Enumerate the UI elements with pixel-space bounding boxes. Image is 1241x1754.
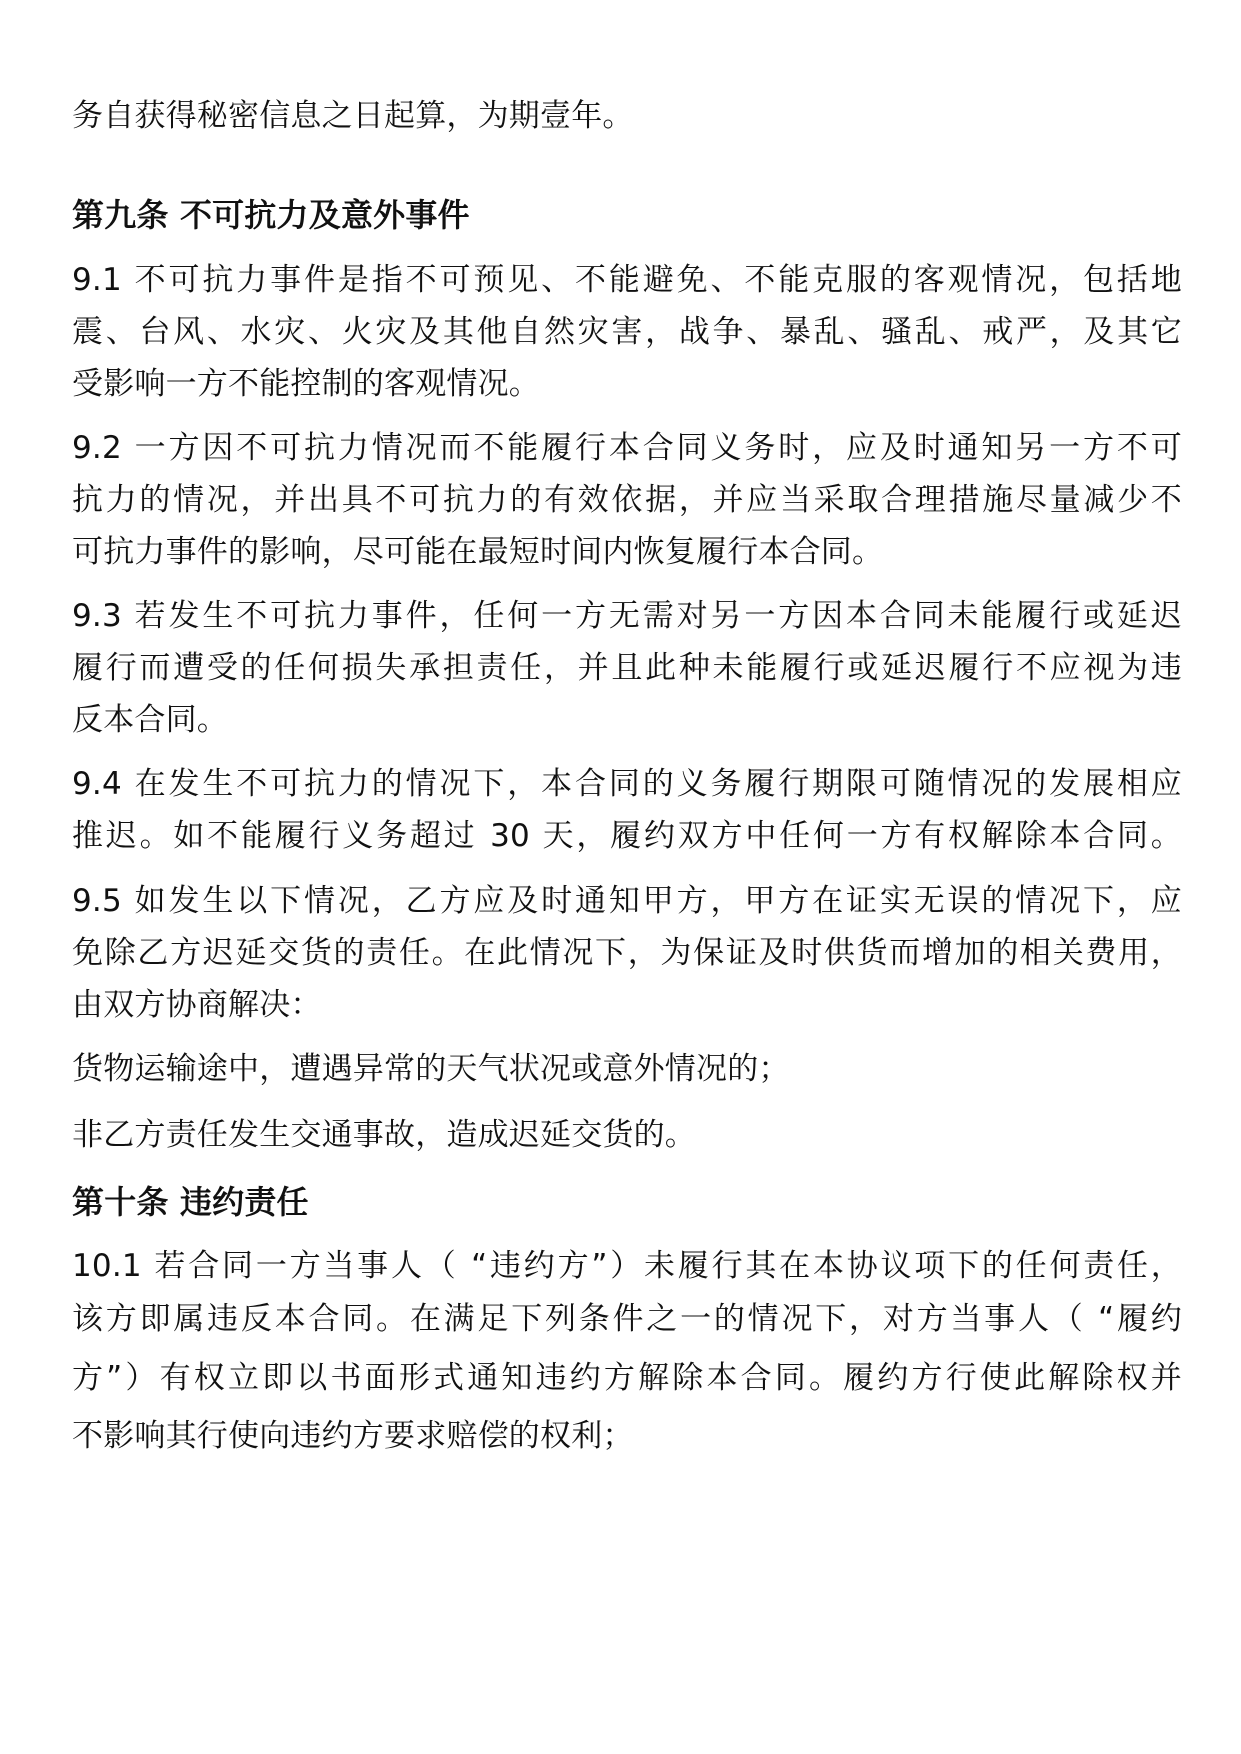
clause-9-2-line-2: 抗力的情况，并出具不可抗力的有效依据，并应当采取合理措施尽量减少不 [72, 482, 1182, 518]
clause-9-1-line-3: 受影响一方不能控制的客观情况。 [72, 366, 540, 402]
clause-9-1-line-1: 9.1 不可抗力事件是指不可预见、不能避免、不能克服的客观情况，包括地 [72, 262, 1182, 298]
clause-10-1-line-2: 该方即属违反本合同。在满足下列条件之一的情况下，对方当事人（ “履约 [72, 1301, 1182, 1337]
list-item: 货物运输途中，遭遇异常的天气状况或意外情况的； [72, 1051, 790, 1087]
list-item: 非乙方责任发生交通事故，造成迟延交货的。 [72, 1117, 696, 1153]
paragraph-line: 务自获得秘密信息之日起算，为期壹年。 [72, 98, 634, 134]
article-10-heading: 第十条 违约责任 [72, 1183, 309, 1221]
clause-10-1-line-3: 方”）有权立即以书面形式通知违约方解除本合同。履约方行使此解除权并 [72, 1360, 1182, 1396]
clause-9-3-line-1: 9.3 若发生不可抗力事件，任何一方无需对另一方因本合同未能履行或延迟 [72, 598, 1182, 634]
clause-9-2-line-3: 可抗力事件的影响，尽可能在最短时间内恢复履行本合同。 [72, 534, 884, 570]
clause-9-5-line-2: 免除乙方迟延交货的责任。在此情况下，为保证及时供货而增加的相关费用， [72, 935, 1182, 971]
clause-9-4-line-2: 推迟。如不能履行义务超过 30 天，履约双方中任何一方有权解除本合同。 [72, 818, 1182, 854]
clause-9-5-line-3: 由双方协商解决： [72, 987, 322, 1023]
clause-10-1-line-1: 10.1 若合同一方当事人（ “违约方”）未履行其在本协议项下的任何责任， [72, 1248, 1182, 1284]
clause-10-1-line-4: 不影响其行使向违约方要求赔偿的权利； [72, 1418, 634, 1454]
clause-9-2-line-1: 9.2 一方因不可抗力情况而不能履行本合同义务时，应及时通知另一方不可 [72, 430, 1182, 466]
clause-9-3-line-2: 履行而遭受的任何损失承担责任，并且此种未能履行或延迟履行不应视为违 [72, 650, 1182, 686]
clause-9-4-line-1: 9.4 在发生不可抗力的情况下，本合同的义务履行期限可随情况的发展相应 [72, 766, 1182, 802]
clause-9-1-line-2: 震、台风、水灾、火灾及其他自然灾害，战争、暴乱、骚乱、戒严，及其它 [72, 314, 1182, 350]
clause-9-5-line-1: 9.5 如发生以下情况，乙方应及时通知甲方，甲方在证实无误的情况下，应 [72, 883, 1182, 919]
clause-9-3-line-3: 反本合同。 [72, 702, 228, 738]
article-9-heading: 第九条 不可抗力及意外事件 [72, 196, 470, 234]
